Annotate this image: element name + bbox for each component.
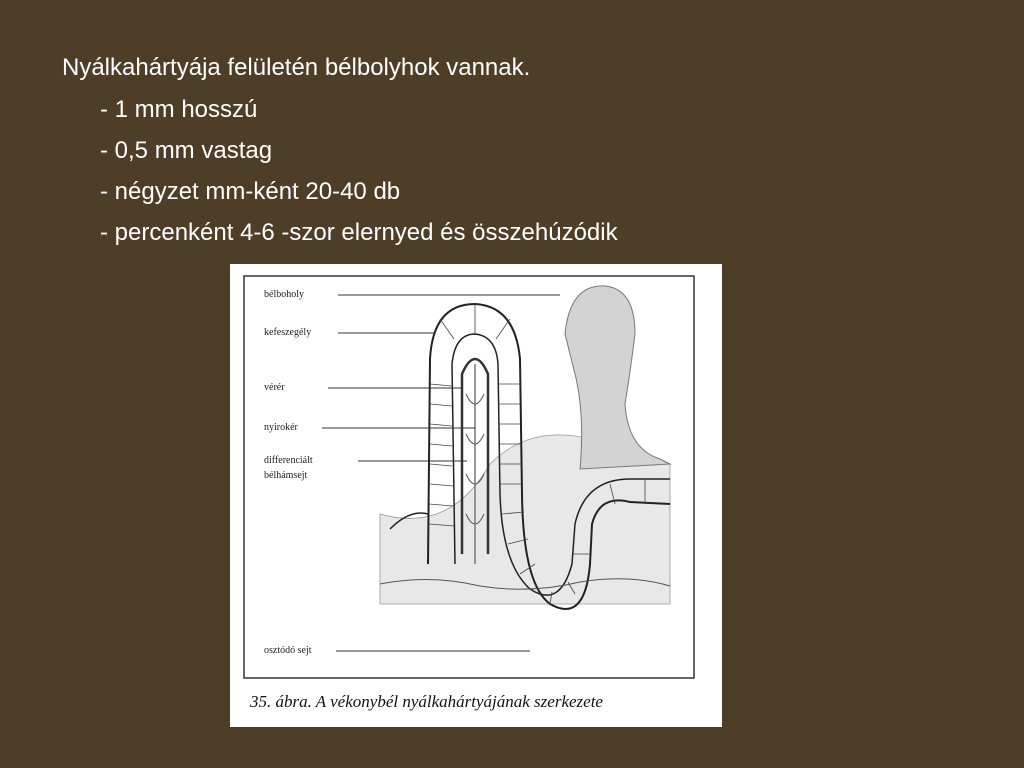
label-epithelial-cell: bélhámsejt <box>264 470 308 481</box>
label-brush-border: kefeszegély <box>264 327 312 338</box>
label-blood-vessel: vérér <box>264 382 285 393</box>
bullet-item: - négyzet mm-ként 20-40 db <box>100 178 401 205</box>
bullet-item: - 0,5 mm vastag <box>100 137 273 164</box>
bullet-list <box>100 96 618 260</box>
label-villus: bélboholy <box>264 289 304 300</box>
label-dividing-cell: osztódó sejt <box>264 645 312 656</box>
figure-caption: 35. ábra. A vékonybél nyálkahártyájának szerkezete <box>250 692 603 711</box>
villus-diagram <box>230 264 722 727</box>
slide-heading: Nyálkahártyája felületén bélbolyhok vannak. <box>62 54 531 81</box>
label-lymph-vessel: nyirokér <box>264 422 298 433</box>
label-differentiated: differenciált <box>264 455 313 466</box>
bullet-item: - percenként 4-6 -szor elernyed és összehúzódik <box>100 219 618 246</box>
bullet-item: - 1 mm hosszú <box>100 96 258 123</box>
